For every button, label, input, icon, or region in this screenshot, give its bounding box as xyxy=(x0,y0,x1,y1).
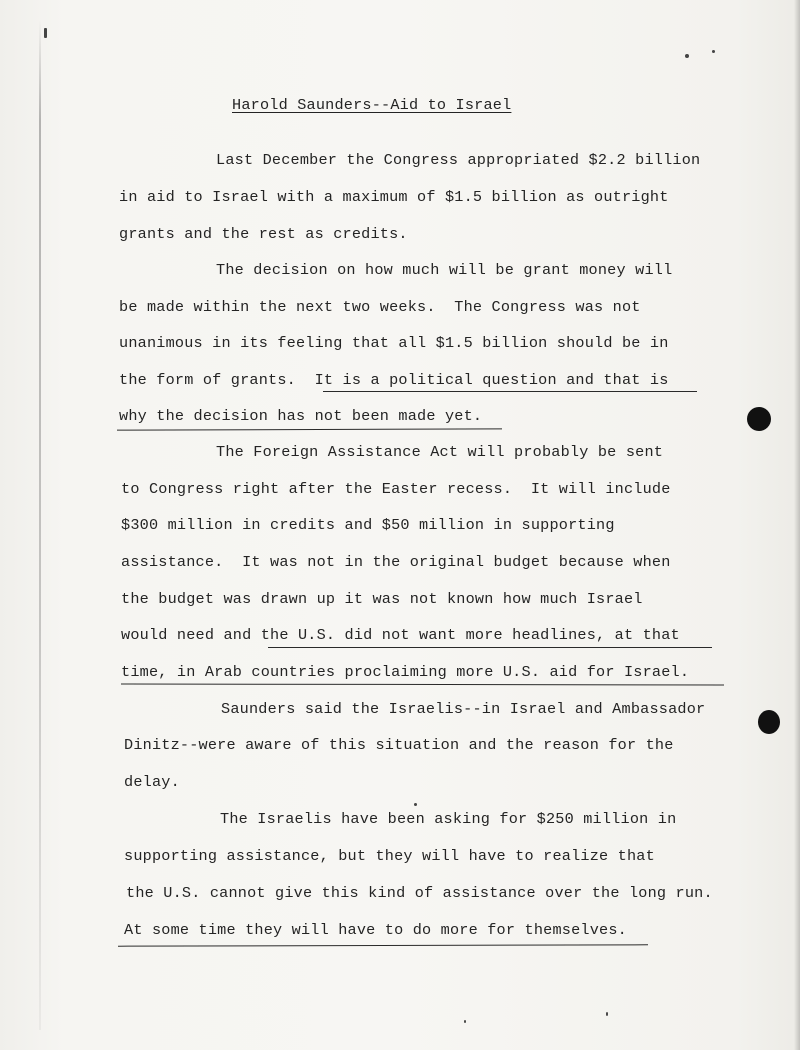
document-title: Harold Saunders--Aid to Israel xyxy=(232,96,512,114)
text-line: Dinitz--were aware of this situation and the reason for the xyxy=(124,736,674,754)
text-line: the budget was drawn up it was not known how much Israel xyxy=(121,590,643,608)
handwritten-underline xyxy=(118,944,648,946)
handwritten-underline xyxy=(268,647,712,648)
handwritten-underline xyxy=(121,683,724,685)
text-line: in aid to Israel with a maximum of $1.5 billion as outright xyxy=(119,188,669,206)
text-line: Saunders said the Israelis--in Israel and Ambassador xyxy=(221,700,706,718)
text-line: time, in Arab countries proclaiming more U.S. aid for Israel. xyxy=(121,663,690,681)
text-line: Last December the Congress appropriated $2.2 billion xyxy=(216,151,701,169)
text-line: The Israelis have been asking for $250 million in xyxy=(220,810,677,828)
text-line: would need and the U.S. did not want more headlines, at that xyxy=(121,626,680,644)
text-line: At some time they will have to do more for themselves. xyxy=(124,921,627,939)
text-line: unanimous in its feeling that all $1.5 billion should be in xyxy=(119,334,669,352)
text-line: to Congress right after the Easter recess. It will include xyxy=(121,480,671,498)
text-line: the form of grants. It is a political question and that is xyxy=(119,371,669,389)
text-line: The decision on how much will be grant money will xyxy=(216,261,673,279)
text-line: delay. xyxy=(124,773,180,791)
text-line: assistance. It was not in the original budget because when xyxy=(121,553,671,571)
text-line: $300 million in credits and $50 million in supporting xyxy=(121,516,615,534)
text-line: the U.S. cannot give this kind of assistance over the long run. xyxy=(126,884,713,902)
handwritten-underline xyxy=(117,428,502,430)
text-line: be made within the next two weeks. The Congress was not xyxy=(119,298,641,316)
handwritten-underline xyxy=(323,391,697,392)
text-line: why the decision has not been made yet. xyxy=(119,407,483,425)
text-line: The Foreign Assistance Act will probably be sent xyxy=(216,443,664,461)
text-line: grants and the rest as credits. xyxy=(119,225,408,243)
text-line: supporting assistance, but they will have to realize that xyxy=(124,847,655,865)
